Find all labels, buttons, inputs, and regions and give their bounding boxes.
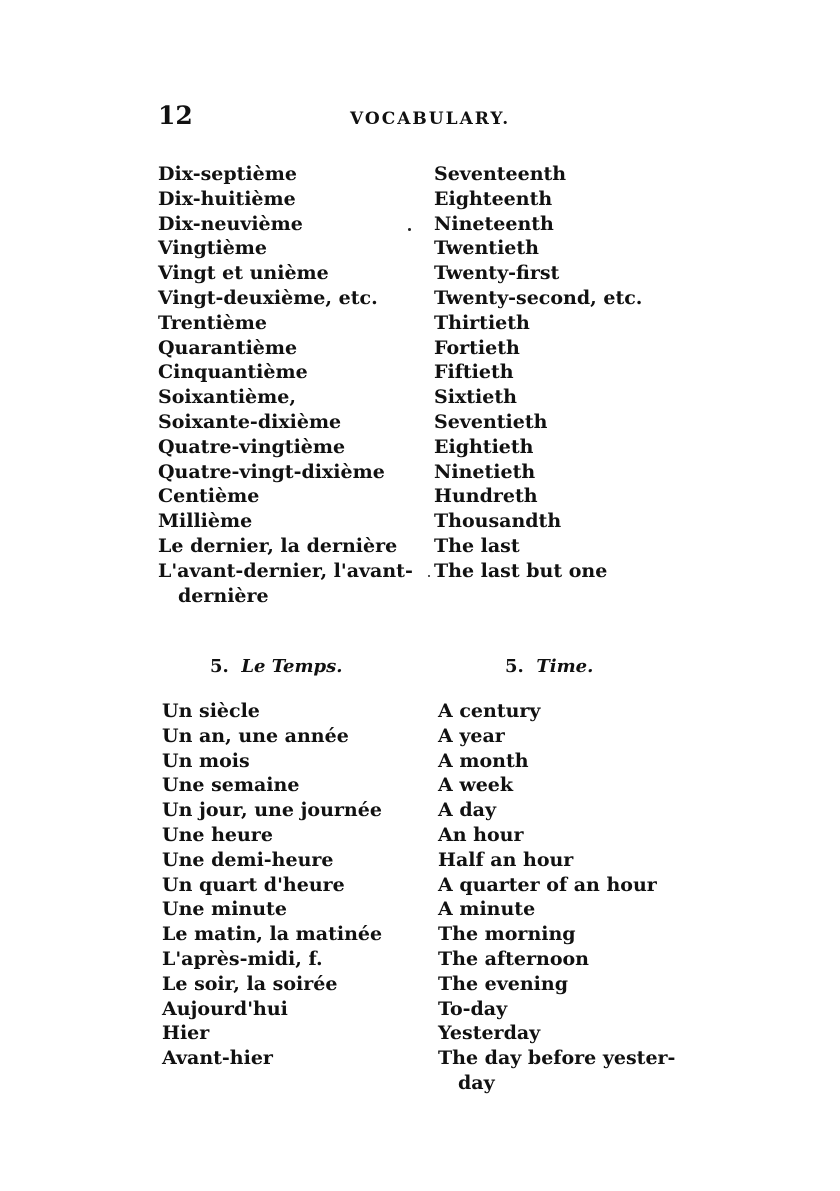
vocab-entry-english: The morning [438, 923, 576, 946]
vocab-entry-english: Seventeenth [434, 163, 567, 185]
vocab-entry-english-continuation: day [458, 1071, 495, 1094]
vocab-entry-english: Fortieth [434, 336, 520, 359]
vocab-entry-french: Aujourd'hui [162, 997, 288, 1020]
vocab-entry-french: Vingt-deuxième, etc. [158, 286, 378, 309]
vocab-entry-english: Fiftieth [434, 361, 514, 384]
vocab-entry-french: Un jour, une journée [162, 799, 382, 822]
vocab-entry-french: Dix-neuvième [158, 212, 303, 235]
vocab-entry-french: Avant-hier [162, 1047, 273, 1070]
vocab-entry-french: Centième [158, 485, 260, 508]
vocab-entry-english: The afternoon [438, 947, 589, 970]
vocab-entry-french: Le soir, la soirée [162, 972, 338, 995]
vocab-entry-english: A quarter of an hour [438, 873, 657, 896]
vocab-entry-english: Yesterday [438, 1022, 541, 1045]
time-english-column [438, 699, 675, 1096]
vocab-entry-english: Half an hour [438, 848, 574, 871]
vocab-entry-english: Seventieth [434, 410, 548, 433]
vocab-entry-english: Ninetieth [434, 460, 536, 483]
vocab-entry-french: Quatre-vingtième [158, 435, 346, 458]
vocab-entry-french: Une minute [162, 898, 287, 921]
vocab-entry-french: Vingtième [158, 237, 267, 260]
vocab-entry-french: Hier [162, 1022, 210, 1045]
vocab-entry-english: The day before yester- [438, 1047, 676, 1070]
vocab-entry-french-continuation: dernière [178, 584, 269, 607]
vocab-entry-english: Eighteenth [434, 187, 553, 210]
page-number: 12 [158, 101, 193, 130]
vocab-entry-english: Nineteenth [434, 212, 554, 235]
vocab-entry-french: Vingt et unième [158, 262, 329, 285]
vocab-entry-english: A month [438, 749, 529, 772]
ordinals-english-column [434, 162, 642, 584]
vocab-entry-french: Dix-septième [158, 163, 297, 185]
vocab-entry-french: Quatre-vingt-dixième [158, 460, 385, 483]
vocab-entry-french: Dix-huitième [158, 187, 296, 210]
section-title: Time. [536, 656, 594, 677]
vocab-entry-english: Twenty-first [434, 262, 560, 285]
vocab-entry-french: Un mois [162, 749, 250, 772]
vocab-entry-english: Twenty-second, etc. [434, 286, 643, 309]
vocab-entry-french: Un siècle [162, 700, 260, 722]
vocab-entry-french: L'après-midi, f. [162, 947, 323, 970]
vocab-entry-english: A year [438, 724, 505, 747]
vocab-entry-french: Une demi-heure [162, 848, 334, 871]
vocab-entry-english: An hour [438, 823, 524, 846]
section-heading-french [210, 656, 343, 678]
vocab-entry-english: Eightieth [434, 435, 534, 458]
vocab-entry-french: Une heure [162, 823, 273, 846]
vocab-entry-english: A day [438, 799, 496, 822]
vocab-entry-english: Hundreth [434, 485, 538, 508]
vocab-entry-english: Sixtieth [434, 386, 517, 409]
vocab-entry-english: A minute [438, 898, 536, 921]
ordinals-french-column [158, 162, 413, 608]
vocab-entry-english: The last [434, 534, 520, 557]
section-number: 5. [210, 656, 229, 677]
vocab-entry-french: Millième [158, 510, 253, 533]
vocab-entry-english: The last but one [434, 559, 608, 582]
section-heading-english [505, 656, 593, 678]
vocab-entry-french: Le dernier, la dernière [158, 534, 398, 557]
vocab-entry-english: Twentieth [434, 237, 539, 260]
vocab-entry-french: Le matin, la matinée [162, 923, 383, 946]
vocab-entry-french: Un quart d'heure [162, 873, 345, 896]
vocab-entry-french: Une semaine [162, 774, 300, 797]
running-title: VOCABULARY. [350, 109, 511, 129]
vocab-entry-english: A week [438, 774, 514, 797]
vocab-entry-english: A century [438, 700, 541, 722]
vocab-entry-french: Un an, une année [162, 724, 349, 747]
vocab-entry-french: Trentième [158, 311, 267, 334]
vocab-entry-english: To-day [438, 997, 508, 1020]
vocab-entry-french: Quarantième [158, 336, 298, 359]
vocab-entry-french: Cinquantième [158, 361, 308, 384]
vocab-entry-french: Soixantième, [158, 386, 296, 409]
section-number: 5. [505, 656, 524, 677]
vocab-entry-english: Thirtieth [434, 311, 530, 334]
print-speck [428, 575, 430, 577]
vocab-entry-french: L'avant-dernier, l'avant- [158, 559, 413, 582]
print-speck [408, 228, 411, 231]
vocab-entry-english: Thousandth [434, 510, 562, 533]
vocab-entry-french: Soixante-dixième [158, 410, 342, 433]
time-french-column [162, 699, 382, 1071]
section-title: Le Temps. [241, 656, 343, 677]
vocab-entry-english: The evening [438, 972, 569, 995]
